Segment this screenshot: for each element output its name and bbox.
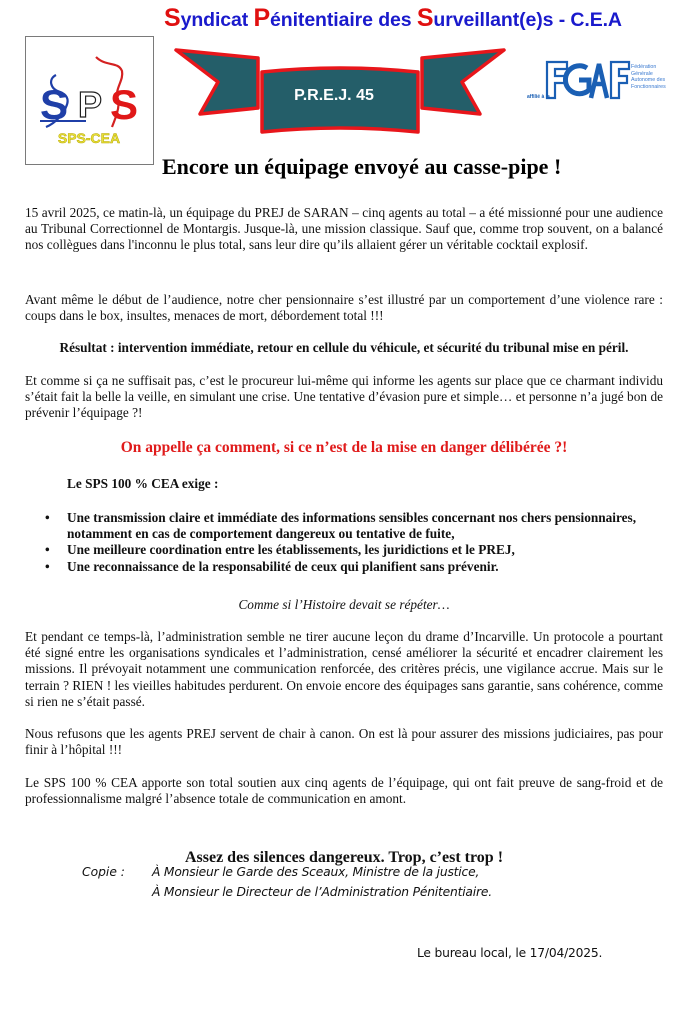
banner-left-tail [176,50,258,114]
bullet-icon: • [45,558,50,574]
demand-item [25,559,665,575]
paragraph-support: Le SPS 100 % CEA apporte son total soutien aux cinq agents de l’équipage, qui ont fait preuve de sang-froid et de professionnalisme malgré l’absence totale de communication en amont. [25,775,663,807]
union-name-initial: P [253,4,271,32]
demand-text: Une meilleure coordination entre les établissements, les juridictions et le PREJ, [67,542,515,558]
demand-text: Une transmission claire et immédiate des informations sensibles concernant nos chers pensionnaires, notamment en cas de comportement dangereux ou tentative de fuite, [67,510,637,542]
demands-intro: Le SPS 100 % CEA exige : [67,476,219,491]
fgaf-legend-line: Fonctionnaires [631,83,666,90]
demand-item [25,510,665,542]
paragraph-intro: 15 avril 2025, ce matin-là, un équipage du PREJ de SARAN – cinq agents au total – a été missionné pour une audience au Tribunal Correctionnel de Montargis. Jusque-là, une mission classique. Sauf que, comme trop souvent, on a balancé nos collègues dans l'inconnu le plus total, sans leur dire qu’ils allaient gérer un véritable cocktail explosif. [25,205,663,253]
fgaf-legend-line: Fédération [631,64,657,70]
bullet-icon: • [45,510,50,525]
history-line: Comme si l’Histoire devait se répéter… [238,597,450,612]
fgaf-legend-line: Autonome des [631,77,666,83]
danger-heading: On appelle ça comment, si ce n’est de la mise en danger délibérée ?! [120,439,568,456]
sps-logo-graphic [26,37,153,164]
result-statement: Résultat : intervention immédiate, retour en cellule du véhicule, et sécurité du tribunal mise en péril. [59,340,629,355]
banner-label: P.R.E.J. 45 [294,87,374,104]
demand-item [25,542,665,558]
banner-right-tail [422,50,504,114]
paragraph-violence: Avant même le début de l’audience, notre cher pensionnaire s’est illustré par un comportement d’une violence rare : coups dans le box, insultes, menaces de mort, débordement total !!! [25,292,663,324]
demands-list [25,510,665,575]
signature: Le bureau local, le 17/04/2025. [417,946,603,960]
bullet-icon: • [45,542,50,558]
sps-logo [25,36,154,165]
copy-recipient: À Monsieur le Garde des Sceaux, Ministre de la justice, [152,865,480,879]
fgaf-prefix: affilié à la [527,94,550,100]
closing-heading: Assez des silences dangereux. Trop, c’est trop ! [184,849,504,866]
paragraph-escape: Et comme si ça ne suffisait pas, c’est le procureur lui-même qui informe les agents sur place que ce charmant individu s’était fait la belle la veille, en simulant une crise. Une tentative d’évasion pure et simple… et personne n’a jugé bon de prévenir l’équipage ?! [25,373,663,421]
union-name-heading [164,4,684,33]
fgaf-legend [631,64,687,90]
logo-letter-p: P [78,84,103,125]
union-name-initial: S [164,4,181,32]
copy-recipient: À Monsieur le Directeur de l’Administration Pénitentiaire. [152,885,492,899]
fgaf-letter-g [565,66,589,94]
union-name-segment: énitentiaire des [270,9,417,31]
fgaf-letter-f2 [611,62,629,98]
copy-label: Copie : [82,865,125,879]
union-name-segment: yndicat [180,9,254,31]
paragraph-incarville: Et pendant ce temps-là, l’administration semble ne tirer aucune leçon du drame d’Incarville. Un protocole a pourtant été signé entre les organisations syndicales et l’administration, censé améliorer la sécurité et encadrer clairement les missions. Il prévoyait notamment une communication renforcée, des critères précis, une vigilance accrue. Mais sur le terrain ? RIEN ! les vieilles habitudes perdurent. On envoie encore des équipages sans garantie, sans cohérence, comme si rien ne s’était passé. [25,629,663,709]
union-name-initial: S [416,4,434,32]
logo-letter-s2: S [110,81,139,128]
demand-text: Une reconnaissance de la responsabilité de ceux qui planifient sans prévenir. [67,558,499,574]
paragraph-refusal: Nous refusons que les agents PREJ servent de chair à canon. On est là pour assurer des missions judiciaires, pas pour finir à l’hôpital !!! [25,726,663,758]
fgaf-letter-a [591,64,607,98]
union-name-segment: urveillant(e)s - C.E.A [433,9,622,31]
logo-letter-s1: S [40,81,69,128]
fgaf-legend-line: Générale [631,70,653,77]
logo-caption: SPS-CEA [57,130,121,146]
document-title: Encore un équipage envoyé au casse-pipe ! [162,154,562,179]
